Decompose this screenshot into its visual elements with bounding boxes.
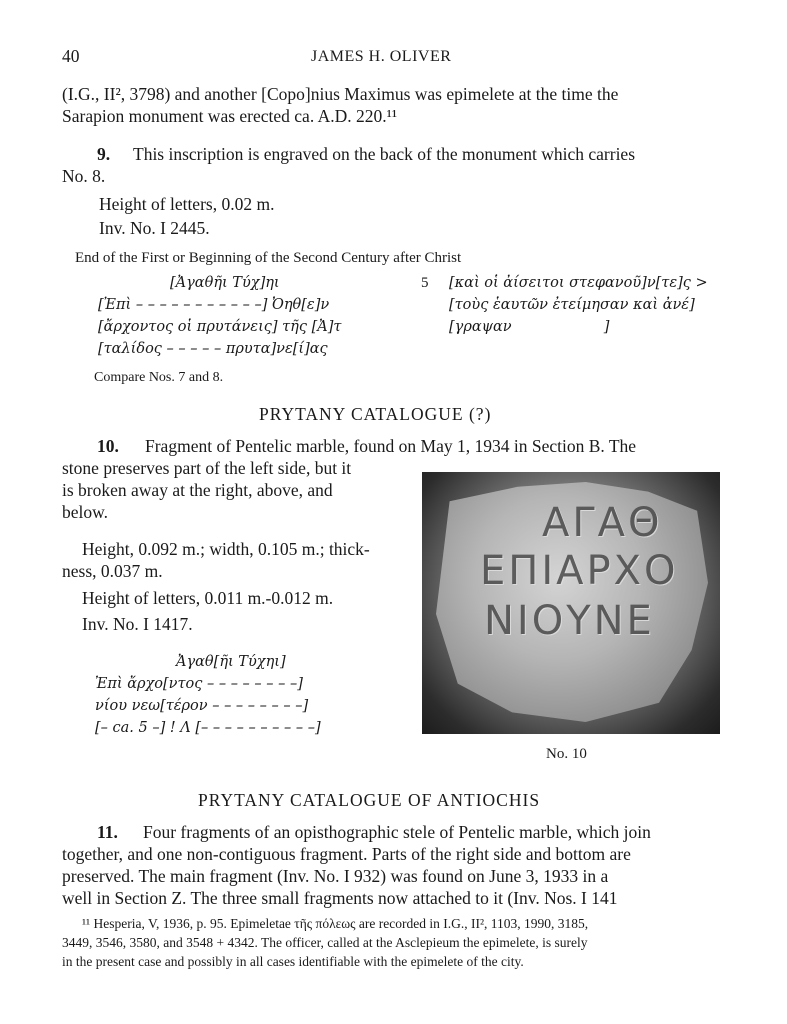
entry-9-greek-left-4: [ταλίδος – – – – – πρυτα]νε[ί]ας: [98, 341, 328, 357]
section-title-antiochis: PRYTANY CATALOGUE OF ANTIOCHIS: [198, 790, 541, 810]
section-title-prytany-catalogue: PRYTANY CATALOGUE (?): [259, 404, 492, 424]
entry-9-number: 9.: [97, 144, 111, 164]
entry-9-greek-left-1: [Ἀγαθῆι Τύχ]ηι: [170, 275, 280, 291]
entry-10-text-3: is broken away at the right, above, and: [62, 480, 333, 500]
entry-11-number: 11.: [97, 822, 118, 842]
entry-10-number: 10.: [97, 436, 119, 456]
entry-9-greek-left-3: [ἄρχοντος οἱ πρυτάνεις] τῆς [Ἀ]τ: [98, 319, 342, 335]
entry-10-inv: Inv. No. I 1417.: [82, 614, 193, 634]
inscription-line-3: ΝΙΟΥΝΕ: [484, 598, 655, 644]
entry-9-greek-right-2: [τοὺς ἑαυτῶν ἐτείμησαν καὶ ἀνέ]: [449, 297, 695, 313]
entry-11-line-3: preserved. The main fragment (Inv. No. I 932) was found on June 3, 1933 in a: [62, 866, 609, 886]
inscription-line-2: ΕΠΙΑΡΧΟ: [480, 548, 679, 594]
entry-11-line-2: together, and one non-contiguous fragment. Parts of the right side and bottom are: [62, 844, 631, 864]
entry-11-line-4: well in Section Z. The three small fragments now attached to it (Inv. Nos. I 141: [62, 888, 618, 908]
entry-9-text-1: This inscription is engraved on the back of the monument which carries: [133, 144, 636, 164]
entry-10-greek-1: Ἀγαθ[ῆι Τύχηι]: [176, 654, 286, 670]
fragment-photo: [422, 472, 720, 734]
footnote-line-3: in the present case and possibly in all cases identifiable with the epimelete of the city.: [62, 954, 524, 969]
entry-9-date: End of the First or Beginning of the Second Century after Christ: [75, 250, 462, 266]
inscription-line-1: ΑΓΑΘ: [542, 500, 663, 546]
entry-9-inv: Inv. No. I 2445.: [99, 218, 210, 238]
photo-caption: No. 10: [546, 746, 587, 762]
entry-9-greek-right-1: [καὶ οἱ ἀίσειτοι στεφανοῦ]ν[τε]ς >: [449, 275, 708, 291]
entry-11-line-1: Four fragments of an opisthographic stele of Pentelic marble, which join: [143, 822, 651, 842]
entry-10-dimensions-2: ness, 0.037 m.: [62, 561, 163, 581]
entry-10-height: Height of letters, 0.011 m.-0.012 m.: [82, 588, 334, 608]
entry-9-line-number: 5: [421, 275, 429, 291]
entry-10-text-2: stone preserves part of the left side, but it: [62, 458, 352, 478]
entry-10-dimensions-1: Height, 0.092 m.; width, 0.105 m.; thick-: [82, 539, 370, 559]
running-head: JAMES H. OLIVER: [311, 48, 452, 65]
intro-line-1: (I.G., II², 3798) and another [Copo]nius Maximus was epimelete at the time the: [62, 84, 619, 104]
entry-9-greek-right-3: [γραψαν ]: [449, 319, 610, 335]
intro-line-2: Sarapion monument was erected ca. A.D. 220.¹¹: [62, 106, 398, 126]
footnote-line-1: ¹¹ Hesperia, V, 1936, p. 95. Epimeletae τῆς πόλεως are recorded in I.G., II², 1103, 1990, 3185,: [82, 916, 589, 931]
entry-10-text-first: Fragment of Pentelic marble, found on May 1, 1934 in Section B. The: [145, 436, 637, 456]
entry-9-text-2: No. 8.: [62, 166, 106, 186]
entry-10-greek-3: νίου νεω[τέρον – – – – – – – –]: [95, 698, 309, 714]
footnote-line-2: 3449, 3546, 3580, and 3548 + 4342. The officer, called at the Asclepieum the epimelete, is surely: [62, 935, 588, 950]
entry-9-compare: Compare Nos. 7 and 8.: [94, 370, 224, 385]
page-number: 40: [62, 46, 80, 66]
entry-9-height: Height of letters, 0.02 m.: [99, 194, 275, 214]
entry-9-greek-left-2: [Ἐπὶ – – – – – – – – – – –] Ὀηθ[ε]ν: [98, 297, 330, 313]
entry-10-greek-2: Ἐπὶ ἄρχο[ντος – – – – – – – –]: [95, 676, 303, 692]
entry-10-text-4: below.: [62, 502, 109, 522]
entry-10-greek-4: [– ca. 5 –] ! Λ [– – – – – – – – – –]: [95, 720, 321, 736]
